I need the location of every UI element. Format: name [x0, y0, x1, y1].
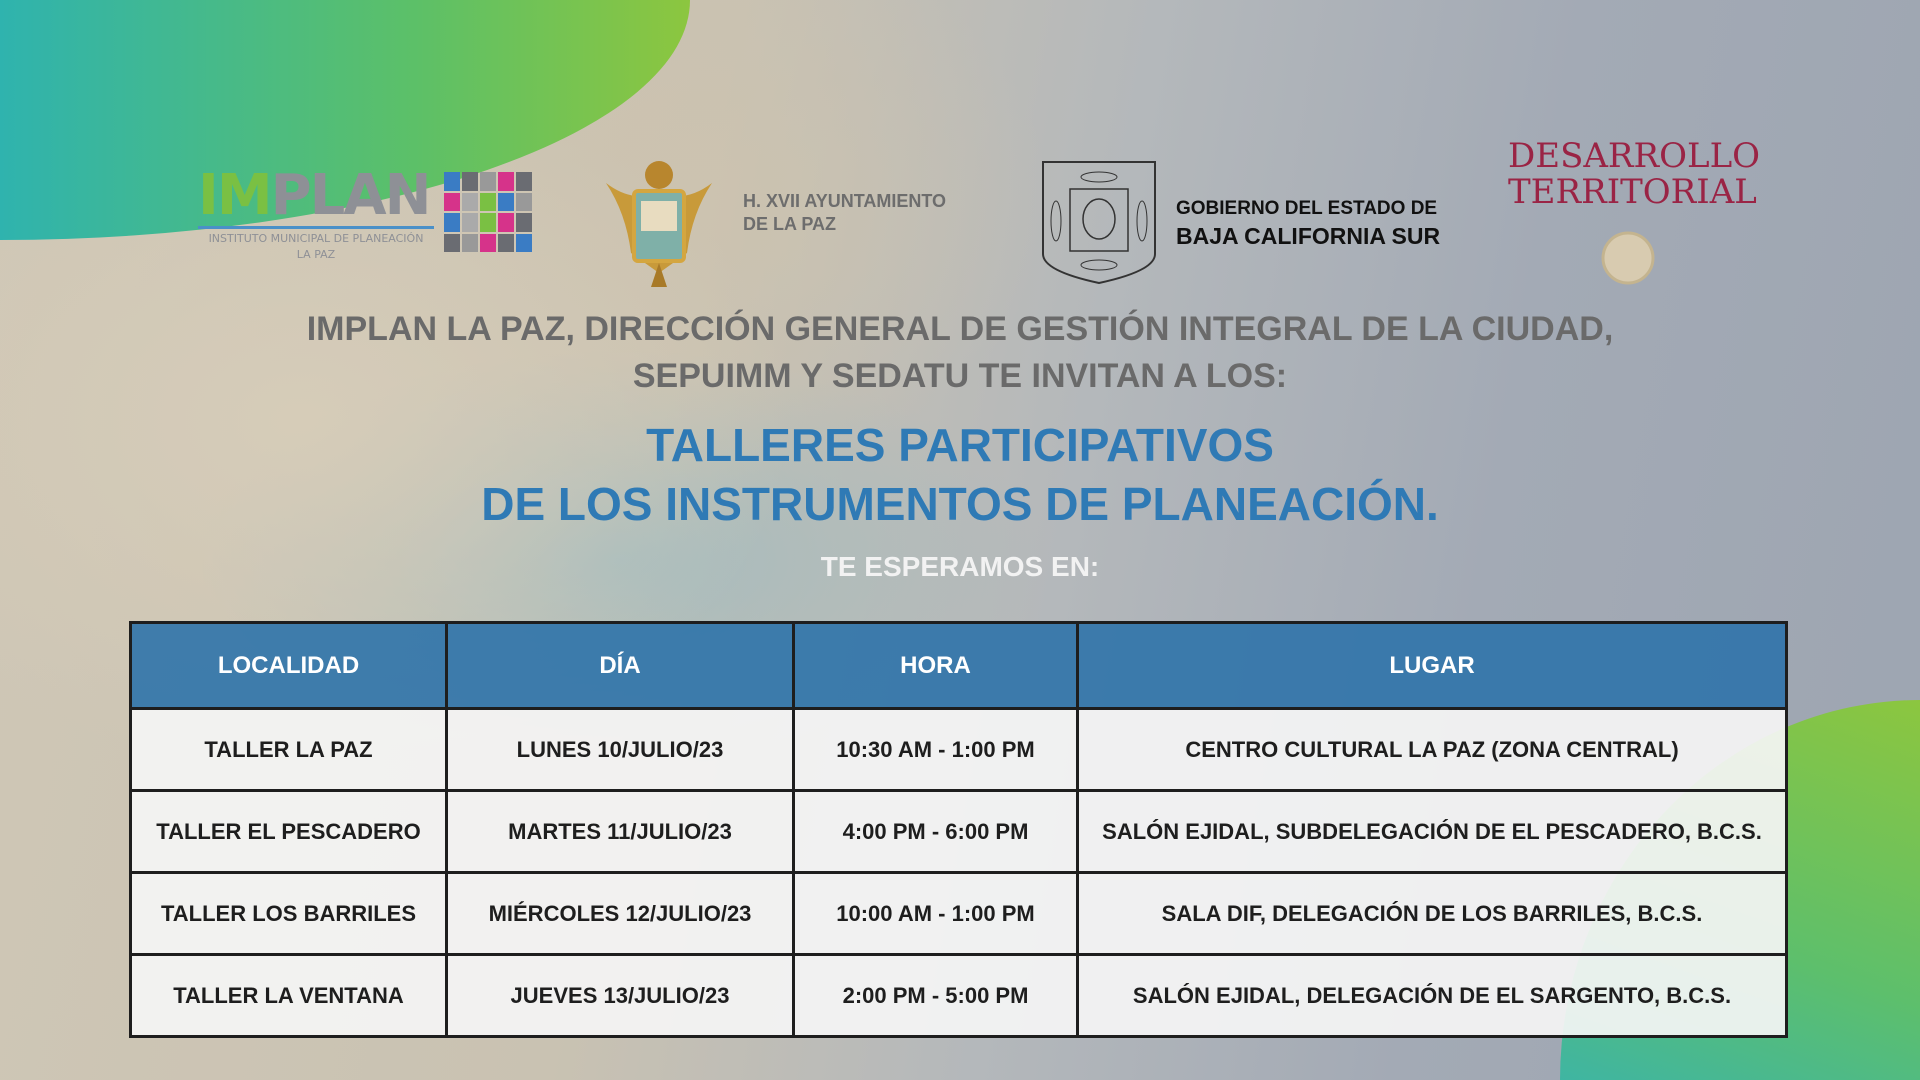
cell-hora: 10:00 AM - 1:00 PM: [794, 873, 1078, 955]
implan-subtitle: INSTITUTO MUNICIPAL DE PLANEACIÓN: [208, 232, 424, 245]
table-header-row: [131, 623, 1787, 709]
la-paz-coat-of-arms-icon: [596, 153, 722, 289]
table-row: [131, 873, 1787, 955]
cell-lugar: SALÓN EJIDAL, SUBDELEGACIÓN DE EL PESCADERO, B.C.S.: [1078, 791, 1787, 873]
header-hora: HORA: [794, 623, 1078, 709]
subtitle: TE ESPERAMOS EN:: [820, 551, 1100, 582]
implan-city: LA PAZ: [296, 248, 336, 261]
header-lugar: LUGAR: [1078, 623, 1787, 709]
cell-lugar: SALÓN EJIDAL, DELEGACIÓN DE EL SARGENTO, B.C.S.: [1078, 955, 1787, 1037]
header-dia: DÍA: [447, 623, 794, 709]
ayuntamiento-line2: DE LA PAZ: [743, 214, 836, 235]
cell-dia: MARTES 11/JULIO/23: [447, 791, 794, 873]
schedule-table: [129, 621, 1788, 1038]
cell-hora: 10:30 AM - 1:00 PM: [794, 709, 1078, 791]
sedatu-line2: TERRITORIAL: [1508, 172, 1757, 212]
gobierno-bcs-text: [1176, 197, 1440, 252]
intro-text: [0, 306, 1920, 400]
ayuntamiento-line1: H. XVII AYUNTAMIENTO: [743, 191, 947, 211]
ayuntamiento-text: [743, 190, 946, 237]
cell-dia: MIÉRCOLES 12/JULIO/23: [447, 873, 794, 955]
implan-logo: [198, 163, 538, 261]
cell-localidad: TALLER EL PESCADERO: [131, 791, 447, 873]
sedatu-line1: DESARROLLO: [1508, 136, 1761, 176]
title-line2: DE LOS INSTRUMENTOS DE PLANEACIÓN.: [481, 478, 1439, 530]
cell-localidad: TALLER LOS BARRILES: [131, 873, 447, 955]
desarrollo-territorial-logo: [1508, 136, 1761, 295]
cell-hora: 4:00 PM - 6:00 PM: [794, 791, 1078, 873]
table-row: [131, 791, 1787, 873]
page-title: [0, 416, 1920, 534]
header-localidad: LOCALIDAD: [131, 623, 447, 709]
implan-im: IM: [198, 163, 271, 228]
title-line1: TALLERES PARTICIPATIVOS: [646, 419, 1274, 471]
cell-localidad: TALLER LA PAZ: [131, 709, 447, 791]
intro-line2: SEPUIMM Y SEDATU TE INVITAN A LOS:: [632, 357, 1288, 395]
cell-lugar: SALA DIF, DELEGACIÓN DE LOS BARRILES, B.C.S.: [1078, 873, 1787, 955]
cell-localidad: TALLER LA VENTANA: [131, 955, 447, 1037]
implan-grid-icon: [444, 172, 532, 252]
table-row: [131, 709, 1787, 791]
intro-line1: IMPLAN LA PAZ, DIRECCIÓN GENERAL DE GESTIÓN INTEGRAL DE LA CIUDAD,: [306, 310, 1614, 348]
implan-plan: PLAN: [270, 163, 430, 228]
cell-lugar: CENTRO CULTURAL LA PAZ (ZONA CENTRAL): [1078, 709, 1787, 791]
mexico-seal-icon: [1598, 228, 1658, 288]
cell-dia: JUEVES 13/JULIO/23: [447, 955, 794, 1037]
table-row: [131, 955, 1787, 1037]
gobierno-line1: GOBIERNO DEL ESTADO DE: [1176, 198, 1438, 219]
gobierno-line2: BAJA CALIFORNIA SUR: [1176, 222, 1441, 249]
cell-hora: 2:00 PM - 5:00 PM: [794, 955, 1078, 1037]
bcs-shield-icon: [1040, 159, 1158, 285]
cell-dia: LUNES 10/JULIO/23: [447, 709, 794, 791]
